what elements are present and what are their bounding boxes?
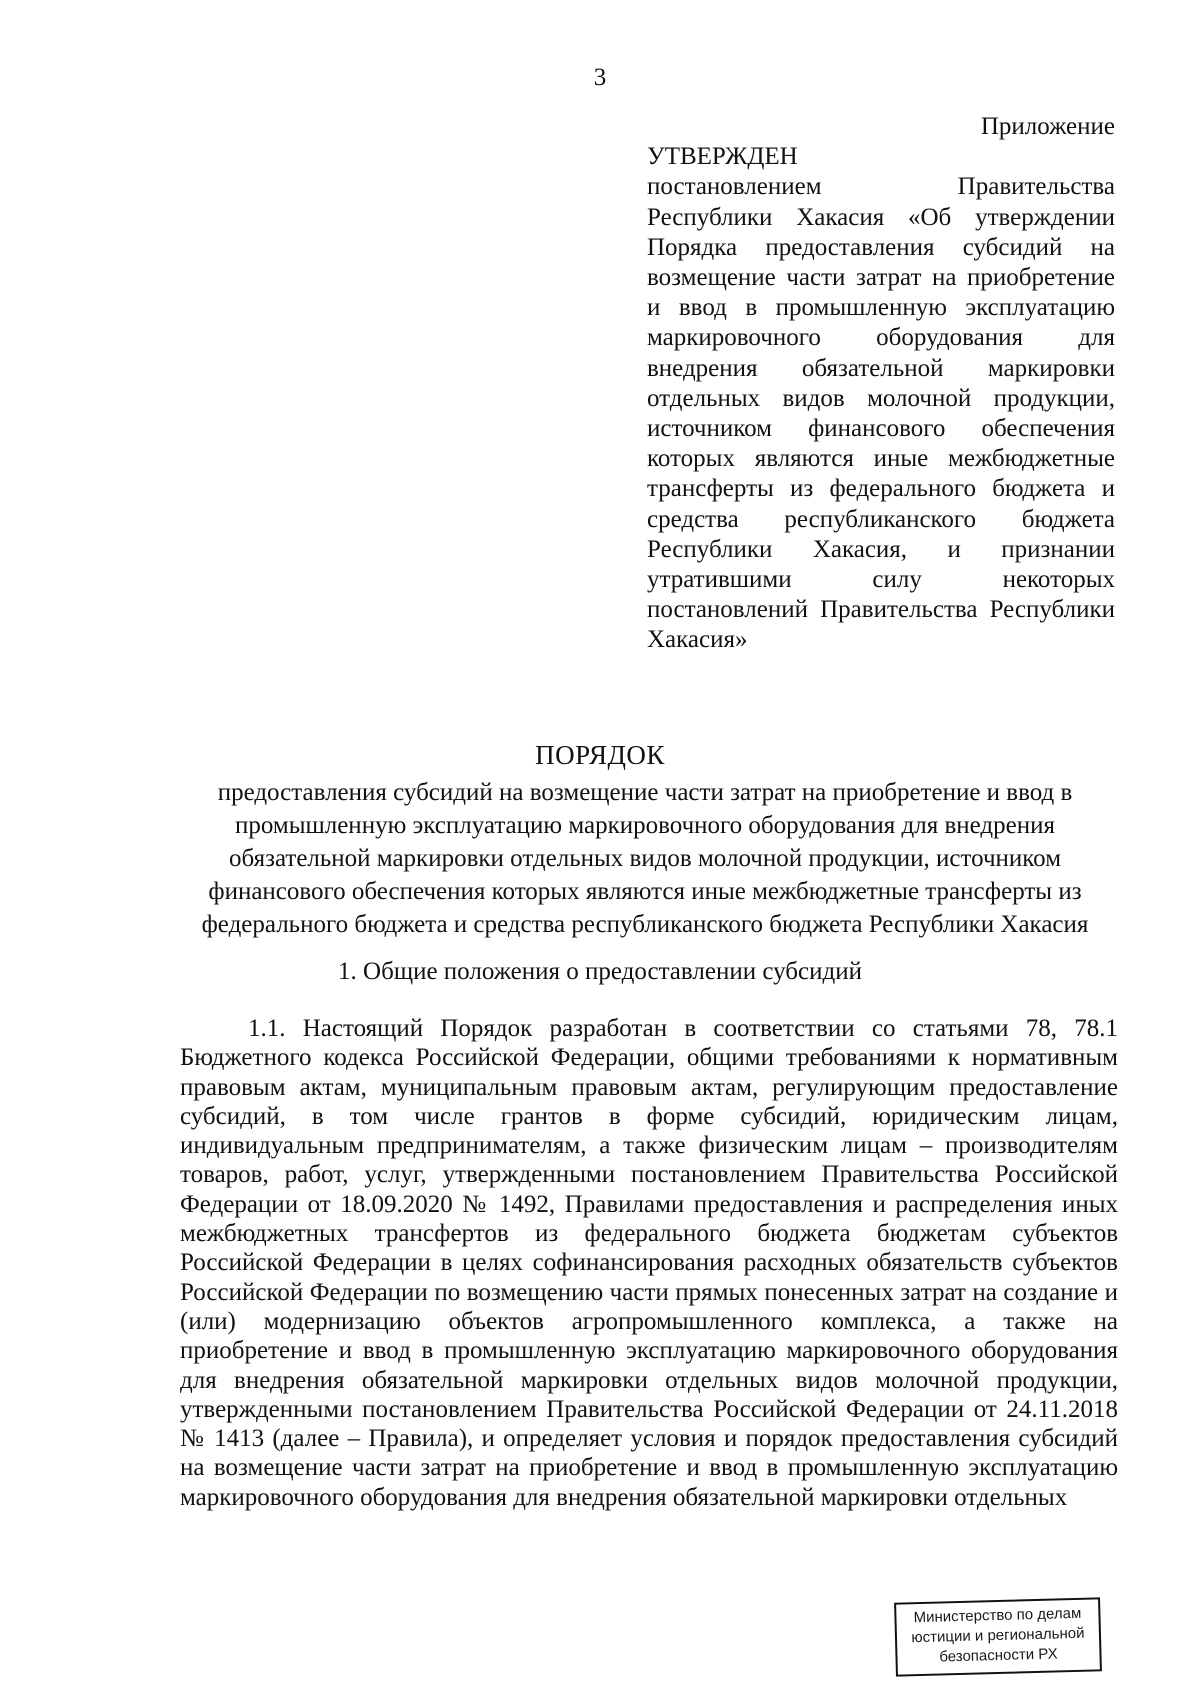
appendix-label: Приложение: [980, 113, 1115, 140]
document-subtitle: предоставления субсидий на возмещение части затрат на приобретение и ввод в промышленную эксплуатацию маркировочного оборудования для внедрения обязательной маркировки отдельных видов молочной продукции, источником финансового обеспечения которых являются иные межбюджетные трансферты из федерального бюджета и средства республиканского бюджета Республики Хакасия: [201, 779, 1089, 938]
stamp-line-2: юстиции и региональной: [911, 1624, 1085, 1647]
document-title: ПОРЯДОК: [535, 740, 665, 770]
approval-block: [647, 112, 1115, 656]
paragraph-1-1: 1.1. Настоящий Порядок разработан в соответствии со статьями 78, 78.1 Бюджетного кодекса Российской Федерации, общими требованиями к нормативным правовым актам, муниципальным правовым актам, регулирующим предоставление субсидий, в том числе грантов в форме субсидий, юридическим лицам, индивидуальным предпринимателям, а также физическим лицам – производителям товаров, работ, услуг, утвержденными постановлением Правительства Российской Федерации от 18.09.2020 № 1492, Правилами предоставления и распределения иных межбюджетных трансфертов из федерального бюджета бюджетам субъектов Российской Федерации в целях софинансирования расходных обязательств субъектов Российской Федерации по возмещению части прямых понесенных затрат на создание и (или) модернизацию объектов агропромышленного комплекса, а также на приобретение и ввод в промышленную эксплуатацию маркировочного оборудования для внедрения обязательной маркировки отдельных видов молочной продукции, утвержденными постановлением Правительства Российской Федерации от 24.11.2018 № 1413 (далее – Правила), и определяет условия и порядок предоставления субсидий на возмещение части затрат на приобретение и ввод в промышленную эксплуатацию маркировочного оборудования для внедрения обязательной маркировки отдельных: [180, 1015, 1118, 1511]
approved-label: УТВЕРЖДЕН: [647, 143, 798, 171]
ministry-stamp: [894, 1597, 1102, 1676]
approval-decree-text: постановлением Правительства Республики Хакасия «Об утверждении Порядка предоставления субсидий на возмещение части затрат на приобретение и ввод в промышленную эксплуатацию маркировочного оборудования для внедрения обязательной маркировки отдельных видов молочной продукции, источником финансового обеспечения которых являются иные межбюджетные трансферты из федерального бюджета и средства республиканского бюджета Республики Хакасия, и признании утратившими силу некоторых постановлений Правительства Республики Хакасия»: [647, 173, 1115, 654]
section-heading: 1. Общие положения о предоставлении субсидий: [338, 958, 862, 985]
stamp-line-3: безопасности РХ: [939, 1645, 1058, 1666]
stamp-line-1: Министерство по делам: [913, 1604, 1082, 1627]
page-number: 3: [593, 64, 607, 91]
